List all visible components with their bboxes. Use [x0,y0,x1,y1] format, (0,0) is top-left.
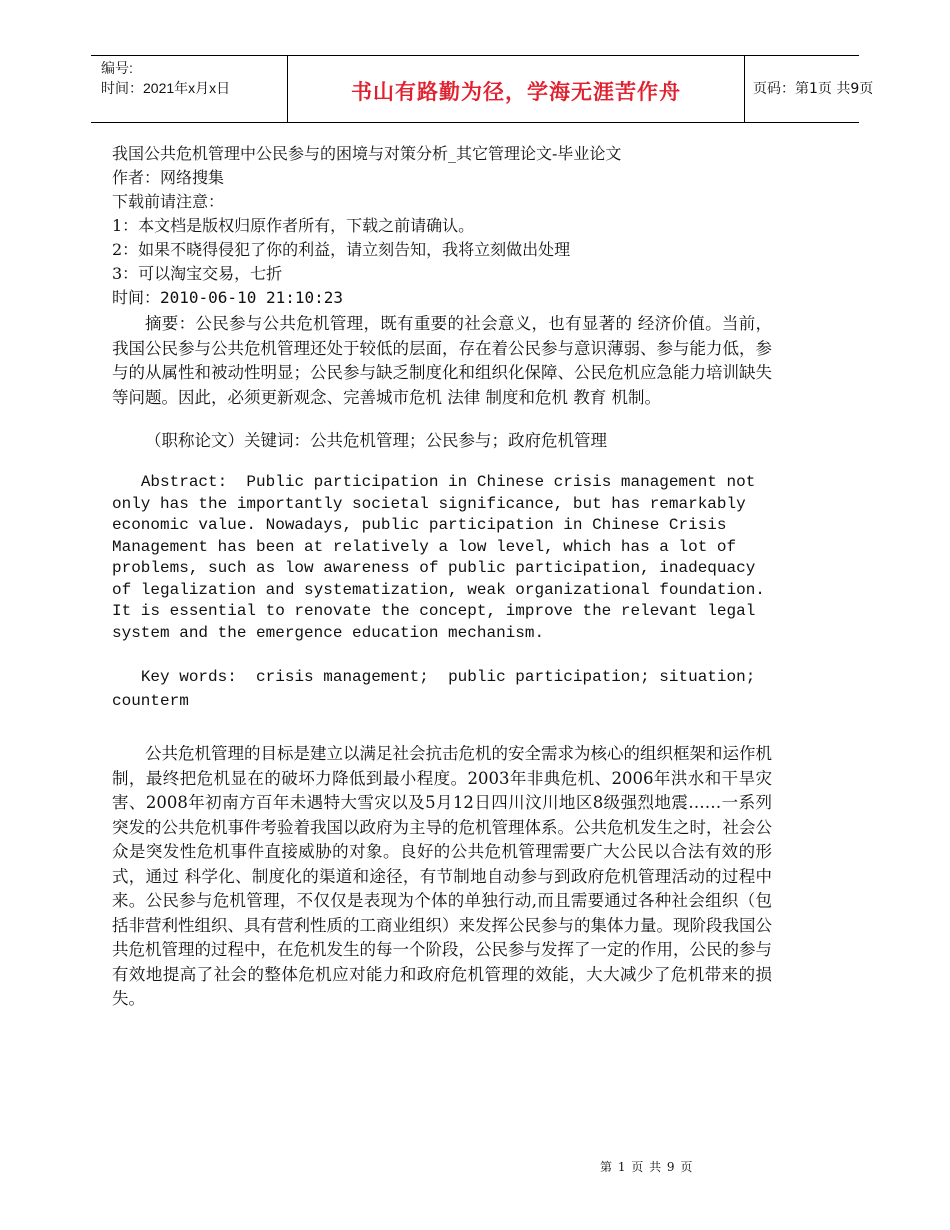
document-meta [112,142,772,310]
notice-heading: 下载前请注意： [112,192,225,211]
notice-item-3: 3：可以淘宝交易，七折 [112,264,283,283]
notice-item-1: 1：本文档是版权归原作者所有，下载之前请确认。 [112,216,475,235]
keywords-chinese: （职称论文）关键词：公共危机管理；公民参与；政府危机管理 [145,431,607,450]
document-body [112,142,775,1012]
header-motto-cell [287,56,745,122]
body-paragraph: 公共危机管理的目标是建立以满足社会抗击危机的安全需求为核心的组织框架和运作机制，最终把危机显在的破坏力降低到最小程度。2003年非典危机、2006年洪水和干旱灾害、2008年初南方百年未遇特大雪灾以及5月12日四川汶川地区8级强烈地震……一系列突发的公共危机事件考验着我国以政府为主导的危机管理体系。公共危机发生之时，社会公众是突发性危机事件直接威胁的对象。良好的公共危机管理需要广大公民以合法有效的形式，通过 科学化、制度化的渠道和途径，有节制地自动参与到政府危机管理活动的过程中来。公民参与危机管理，不仅仅是表现为个体的单独行动,而且需要通过各种社会组织（包括非营利性组织、具有营利性质的工商业组织）来发挥公民参与的集体力量。现阶段我国公共危机管理的过程中，在危机发生的每一个阶段，公民参与发挥了一定的作用，公民的参与有效地提高了社会的整体危机应对能力和政府危机管理的效能，大大减少了危机带来的损失。 [112,744,772,1008]
document-time: 时间：2010-06-10 21:10:23 [112,288,344,307]
document-title: 我国公共危机管理中公民参与的困境与对策分析_其它管理论文-毕业论文 [112,144,622,163]
document-author: 作者：网络搜集 [112,168,225,187]
document-number-label: 编号: [101,60,133,76]
page-header [91,55,874,123]
document-time-label: 时间：2021年x月x日 [101,80,231,96]
footer-page-number: 第 1 页 共 9 页 [600,1160,694,1174]
header-page-info: 页码：第1页 共9页 [753,81,874,97]
keywords-english: Key words: crisis management; public participation; situation; counterm [112,668,775,710]
notice-item-2: 2：如果不晓得侵犯了你的利益，请立刻告知，我将立刻做出处理 [112,240,571,259]
header-motto: 书山有路勤为径，学海无涯苦作舟 [351,80,681,104]
header-left-cell [91,56,287,122]
abstract-chinese: 摘要：公民参与公共危机管理，既有重要的社会意义，也有显著的 经济价值。当前，我国公民参与公共危机管理还处于较低的层面，存在着公民参与意识薄弱、参与能力低，参与的从属性和被动性明显；公民参与缺乏制度化和组织化保障、公民危机应急能力培训缺失等问题。因此，必须更新观念、完善城市危机 法律 制度和危机 教育 机制。 [112,314,772,407]
abstract-english: Abstract: Public participation in Chinese crisis management not only has the importantly societal significance, but has remarkably economic value. Nowadays, public participation in Chinese Crisis Management has been at relatively a low level, which has a lot of problems, such as low awareness of public participation, inadequacy of legalization and systematization, weak organizational foundation. It is essential to renovate the concept, improve the relevant legal system and the emergence education mechanism. [112,473,775,642]
